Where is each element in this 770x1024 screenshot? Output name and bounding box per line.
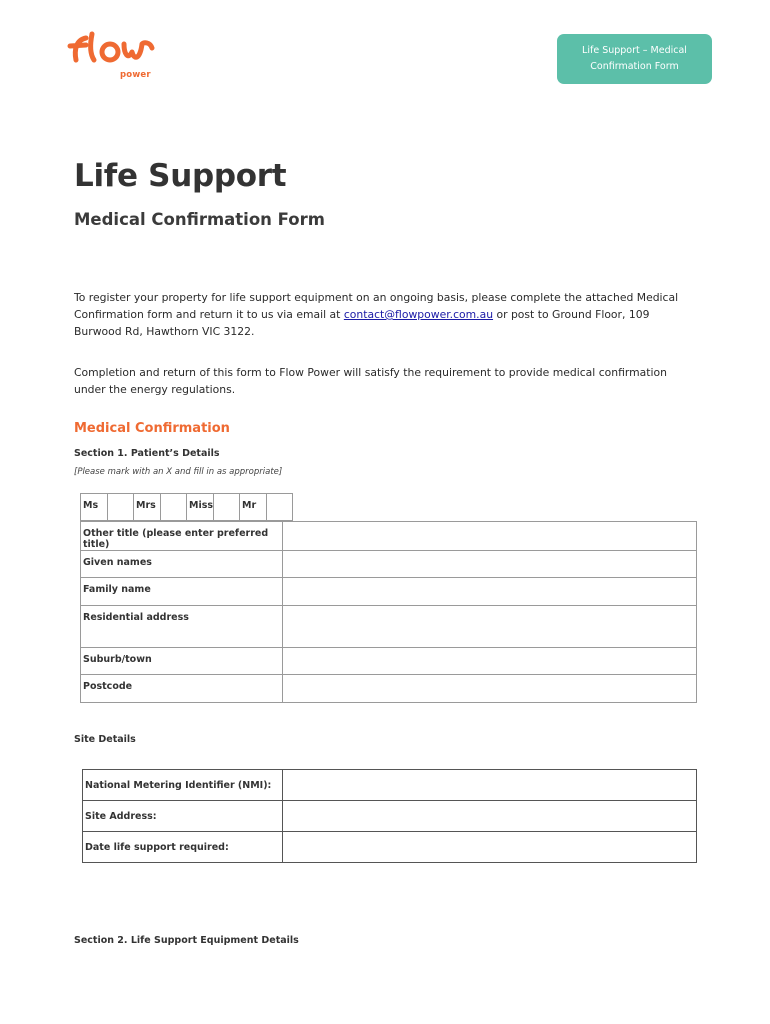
page-subtitle: Medical Confirmation Form (74, 210, 325, 229)
table-row (83, 801, 697, 832)
table-row (81, 522, 697, 551)
flow-logo-icon (66, 30, 162, 70)
table-row (81, 551, 697, 578)
title-checkbox-miss[interactable] (213, 493, 240, 521)
title-checkbox-mr[interactable] (266, 493, 293, 521)
table-row (81, 578, 697, 606)
intro-text-before: To register your property for life support equipment on an ongoing basis, please complete the attached Medical Confirmation form and return it to us via email at (74, 291, 679, 321)
site-details-table (82, 769, 697, 863)
nmi-label: National Metering Identifier (NMI): (83, 770, 283, 801)
table-row (83, 770, 697, 801)
given-names-field[interactable] (283, 551, 697, 578)
life-support-date-field[interactable] (283, 832, 697, 863)
title-label-miss: Miss (186, 493, 214, 521)
table-row (81, 675, 697, 703)
table-row (81, 606, 697, 648)
family-name-field[interactable] (283, 578, 697, 606)
table-row (83, 832, 697, 863)
section1-label: Section 1. Patient’s Details (74, 448, 220, 459)
site-address-label: Site Address: (83, 801, 283, 832)
title-label-ms: Ms (80, 493, 108, 521)
intro-text-after: or post to Ground Floor, 109 Burwood Rd, Hawthorn VIC 3122. (74, 308, 650, 338)
suburb-town-field[interactable] (283, 648, 697, 675)
residential-address-field[interactable] (283, 606, 697, 648)
patient-details-table (80, 521, 697, 703)
table-row (81, 648, 697, 675)
residential-address-label: Residential address (81, 606, 283, 648)
life-support-date-label: Date life support required: (83, 832, 283, 863)
site-address-field[interactable] (283, 801, 697, 832)
title-label-mrs: Mrs (133, 493, 161, 521)
given-names-label: Given names (81, 551, 283, 578)
logo-subtext: power (120, 70, 151, 80)
nmi-field[interactable] (283, 770, 697, 801)
title-label-mr: Mr (239, 493, 267, 521)
intro-paragraph-1 (74, 289, 694, 340)
site-details-heading: Site Details (74, 734, 136, 745)
section2-label: Section 2. Life Support Equipment Details (74, 935, 299, 946)
title-selection-row (80, 493, 292, 521)
postcode-field[interactable] (283, 675, 697, 703)
title-checkbox-mrs[interactable] (160, 493, 187, 521)
postcode-label: Postcode (81, 675, 283, 703)
document-badge (557, 34, 712, 84)
email-link[interactable]: contact@flowpower.com.au (343, 308, 494, 321)
suburb-town-label: Suburb/town (81, 648, 283, 675)
other-title-label: Other title (please enter preferred title) (81, 522, 283, 551)
badge-line-1: Life Support – Medical (582, 45, 687, 56)
intro-paragraph-2: Completion and return of this form to Flow Power will satisfy the requirement to provide medical confirmation under the energy regulations. (74, 366, 667, 396)
medical-confirmation-heading: Medical Confirmation (74, 421, 230, 436)
family-name-label: Family name (81, 578, 283, 606)
title-checkbox-ms[interactable] (107, 493, 134, 521)
other-title-field[interactable] (283, 522, 697, 551)
flow-power-logo (66, 30, 162, 86)
badge-line-2: Confirmation Form (590, 61, 679, 72)
section1-note: [Please mark with an X and fill in as appropriate] (74, 467, 283, 477)
page-title: Life Support (74, 158, 287, 194)
